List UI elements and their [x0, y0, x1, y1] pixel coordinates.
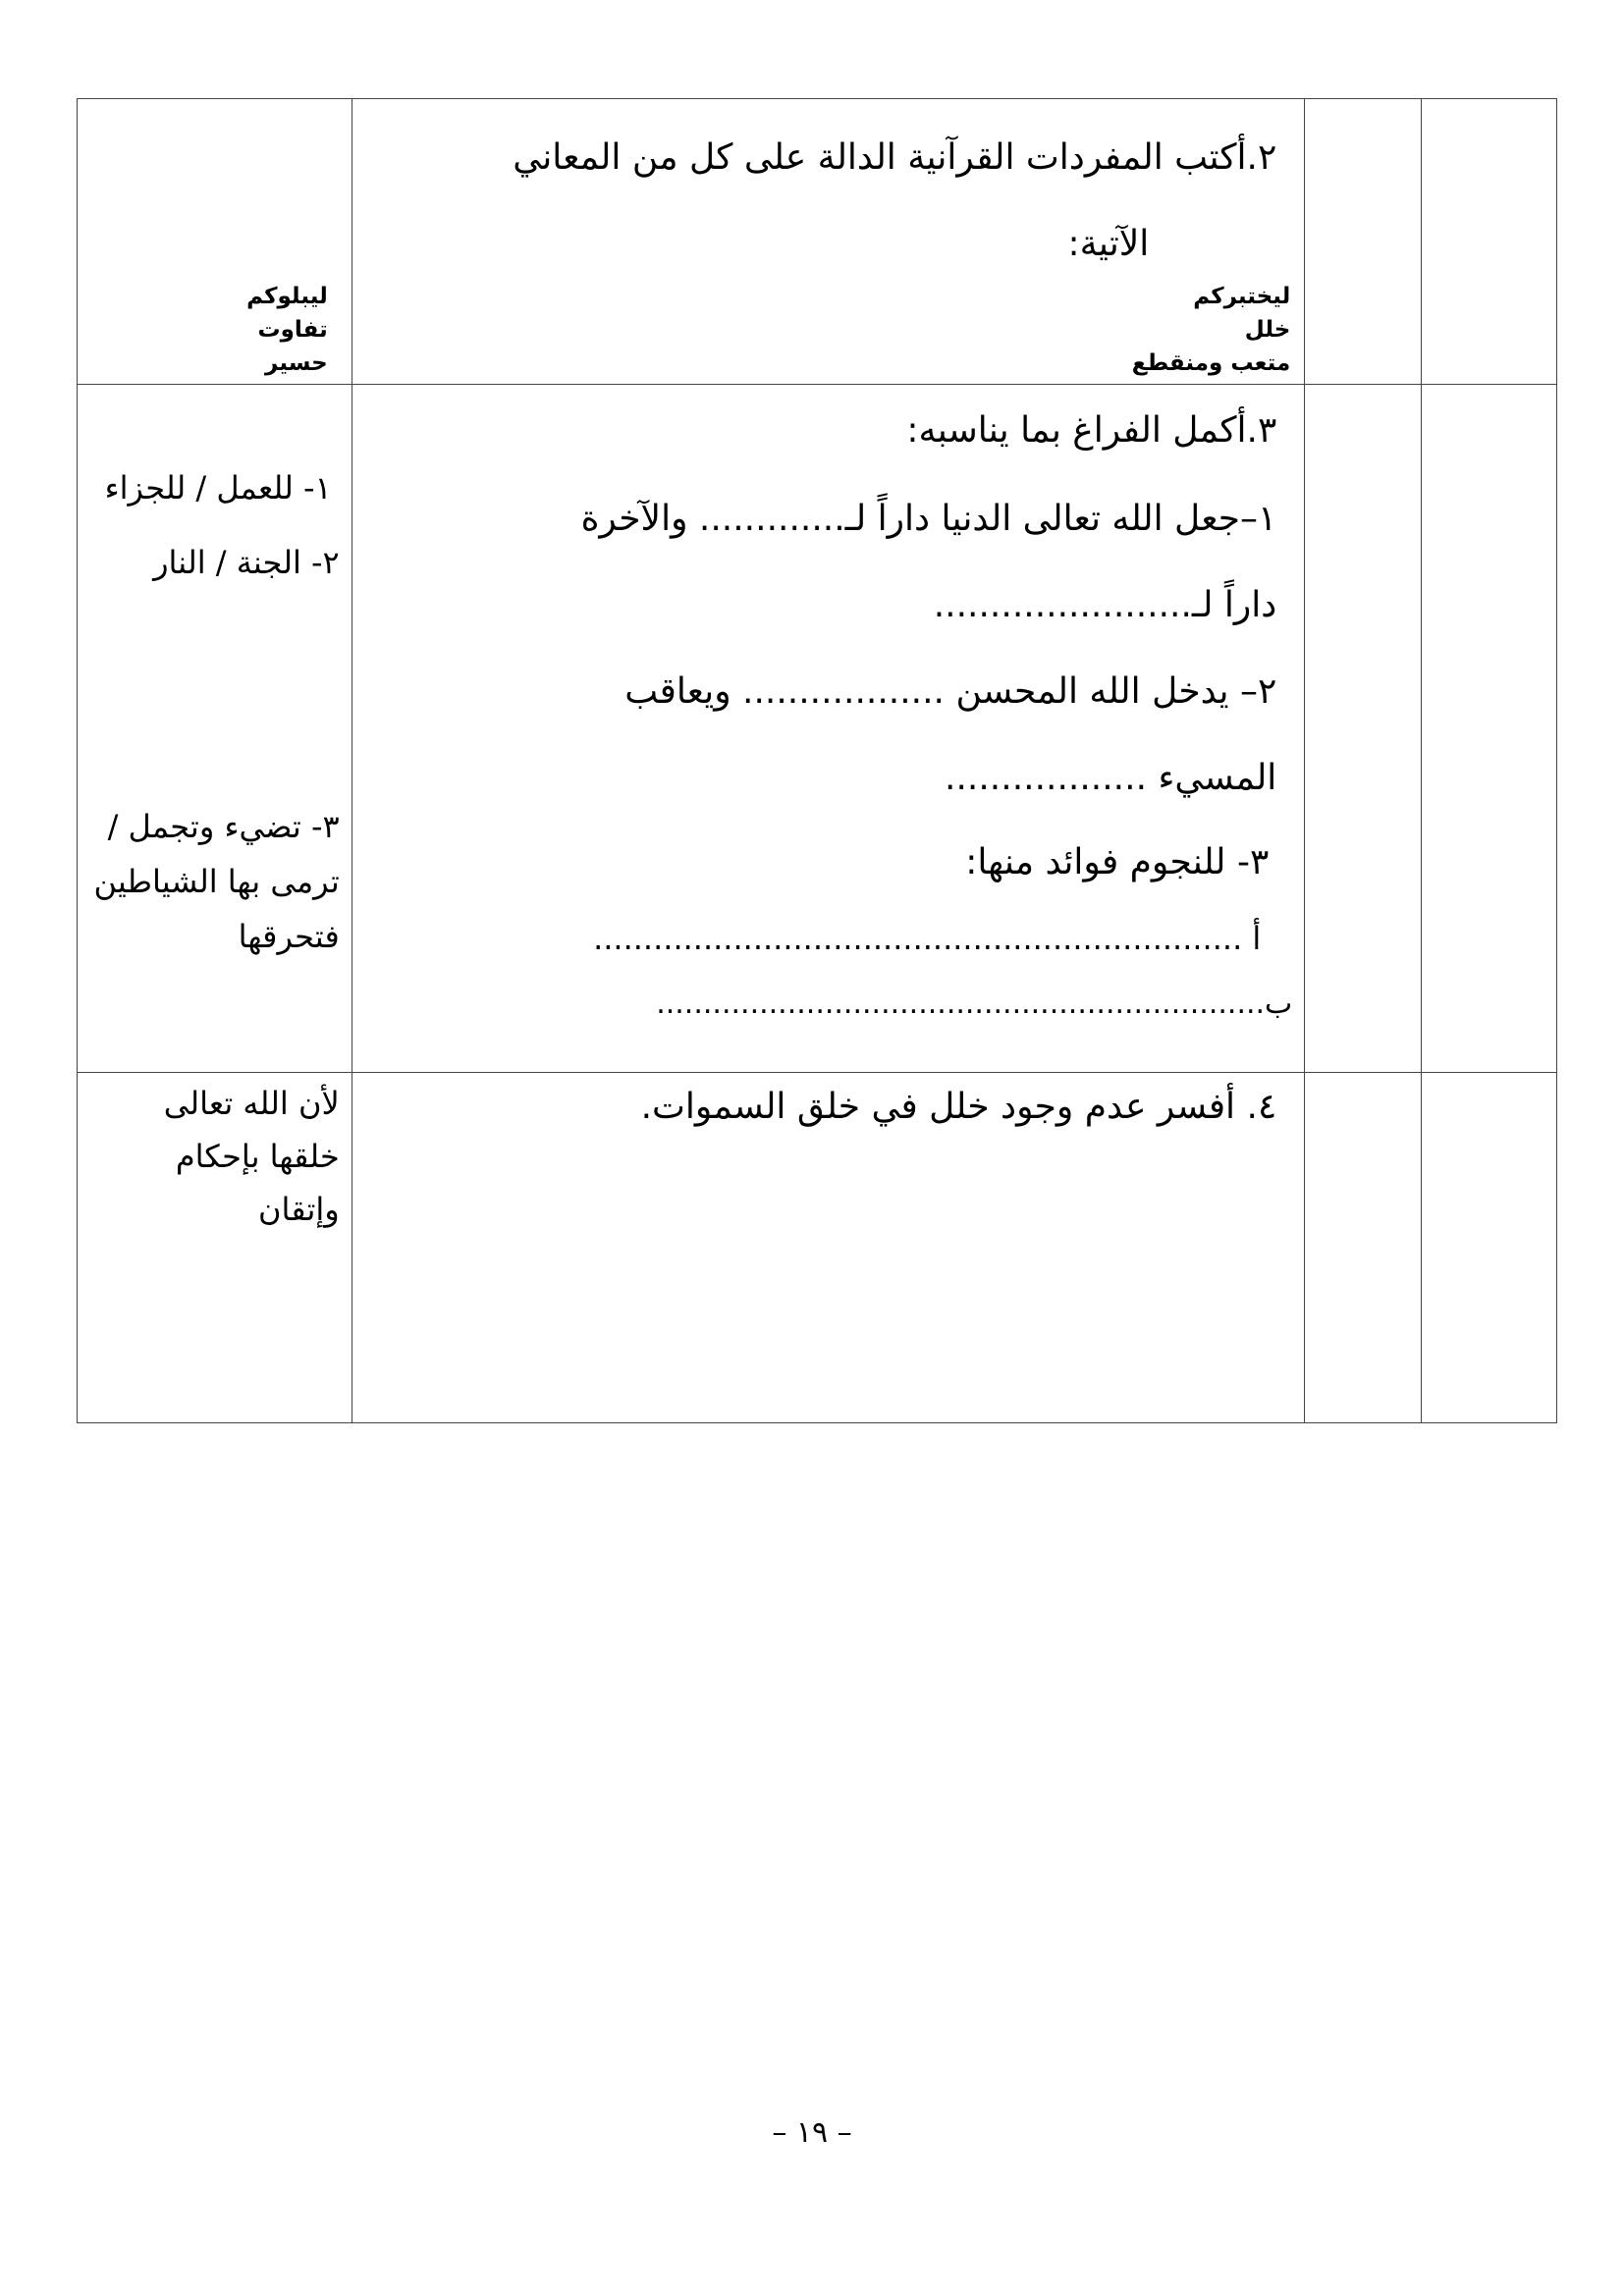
table-row	[78, 385, 1557, 1073]
grade-cell	[1421, 385, 1556, 1073]
answer-1: ١- للعمل / للجزاء	[104, 469, 332, 507]
answer-4: لأن الله تعالى خلقها بإحكام وإتقان	[163, 1085, 340, 1228]
question-cell	[352, 1073, 1305, 1423]
page-number: – ١٩ –	[772, 2115, 852, 2150]
answer-word-2: تفاوت	[257, 317, 328, 343]
table-row	[78, 99, 1557, 385]
grade-cell	[1421, 99, 1556, 385]
answer-cell	[78, 1073, 352, 1423]
question-4-title: ٤. أفسر عدم وجود خلل في خلق السموات.	[640, 1087, 1277, 1127]
answer-2: ٢- الجنة / النار	[153, 544, 340, 581]
answer-cell	[78, 99, 352, 385]
answer-cell	[78, 385, 352, 1073]
question-3-title: ٣.أكمل الفراغ بما يناسبه:	[906, 410, 1277, 451]
question-2-title-cont: الآتية:	[1067, 224, 1150, 264]
grade-cell	[1305, 385, 1421, 1073]
meaning-word-2: خلل	[1244, 317, 1291, 343]
question-cell	[352, 99, 1305, 385]
question-3-item-3-a: أ .................................................................	[593, 920, 1262, 957]
answer-word-1: ليبلوكم	[246, 284, 328, 309]
grade-cell	[1421, 1073, 1556, 1423]
question-3-item-3: ٣- للنجوم فوائد منها:	[965, 842, 1270, 882]
question-3-item-2-cont: المسيء ..................	[945, 758, 1277, 798]
question-2-title: ٢.أكتب المفردات القرآنية الدالة على كل من المعاني	[513, 137, 1277, 178]
meaning-word-1: ليختبركم	[1193, 284, 1291, 309]
table-row	[78, 1073, 1557, 1423]
grade-cell	[1305, 99, 1421, 385]
meaning-word-3: متعب ومنقطع	[1131, 350, 1291, 376]
question-3-item-2: ٢– يدخل الله المحسن .................. ويعاقب	[624, 671, 1277, 712]
question-cell	[352, 385, 1305, 1073]
grade-cell	[1305, 1073, 1421, 1423]
question-3-item-1: ١–جعل الله تعالى الدنيا داراً لـ............. والآخرة	[580, 499, 1277, 539]
question-3-item-3-b: ب.................................................................	[656, 987, 1293, 1021]
question-3-item-1-cont: داراً لـ.......................	[933, 585, 1277, 625]
worksheet-table	[77, 98, 1557, 1423]
answer-word-3: حسير	[265, 350, 328, 376]
answer-3: ٣- تضيء وتجمل /ترمى بها الشياطين فتحرقها	[93, 808, 340, 955]
